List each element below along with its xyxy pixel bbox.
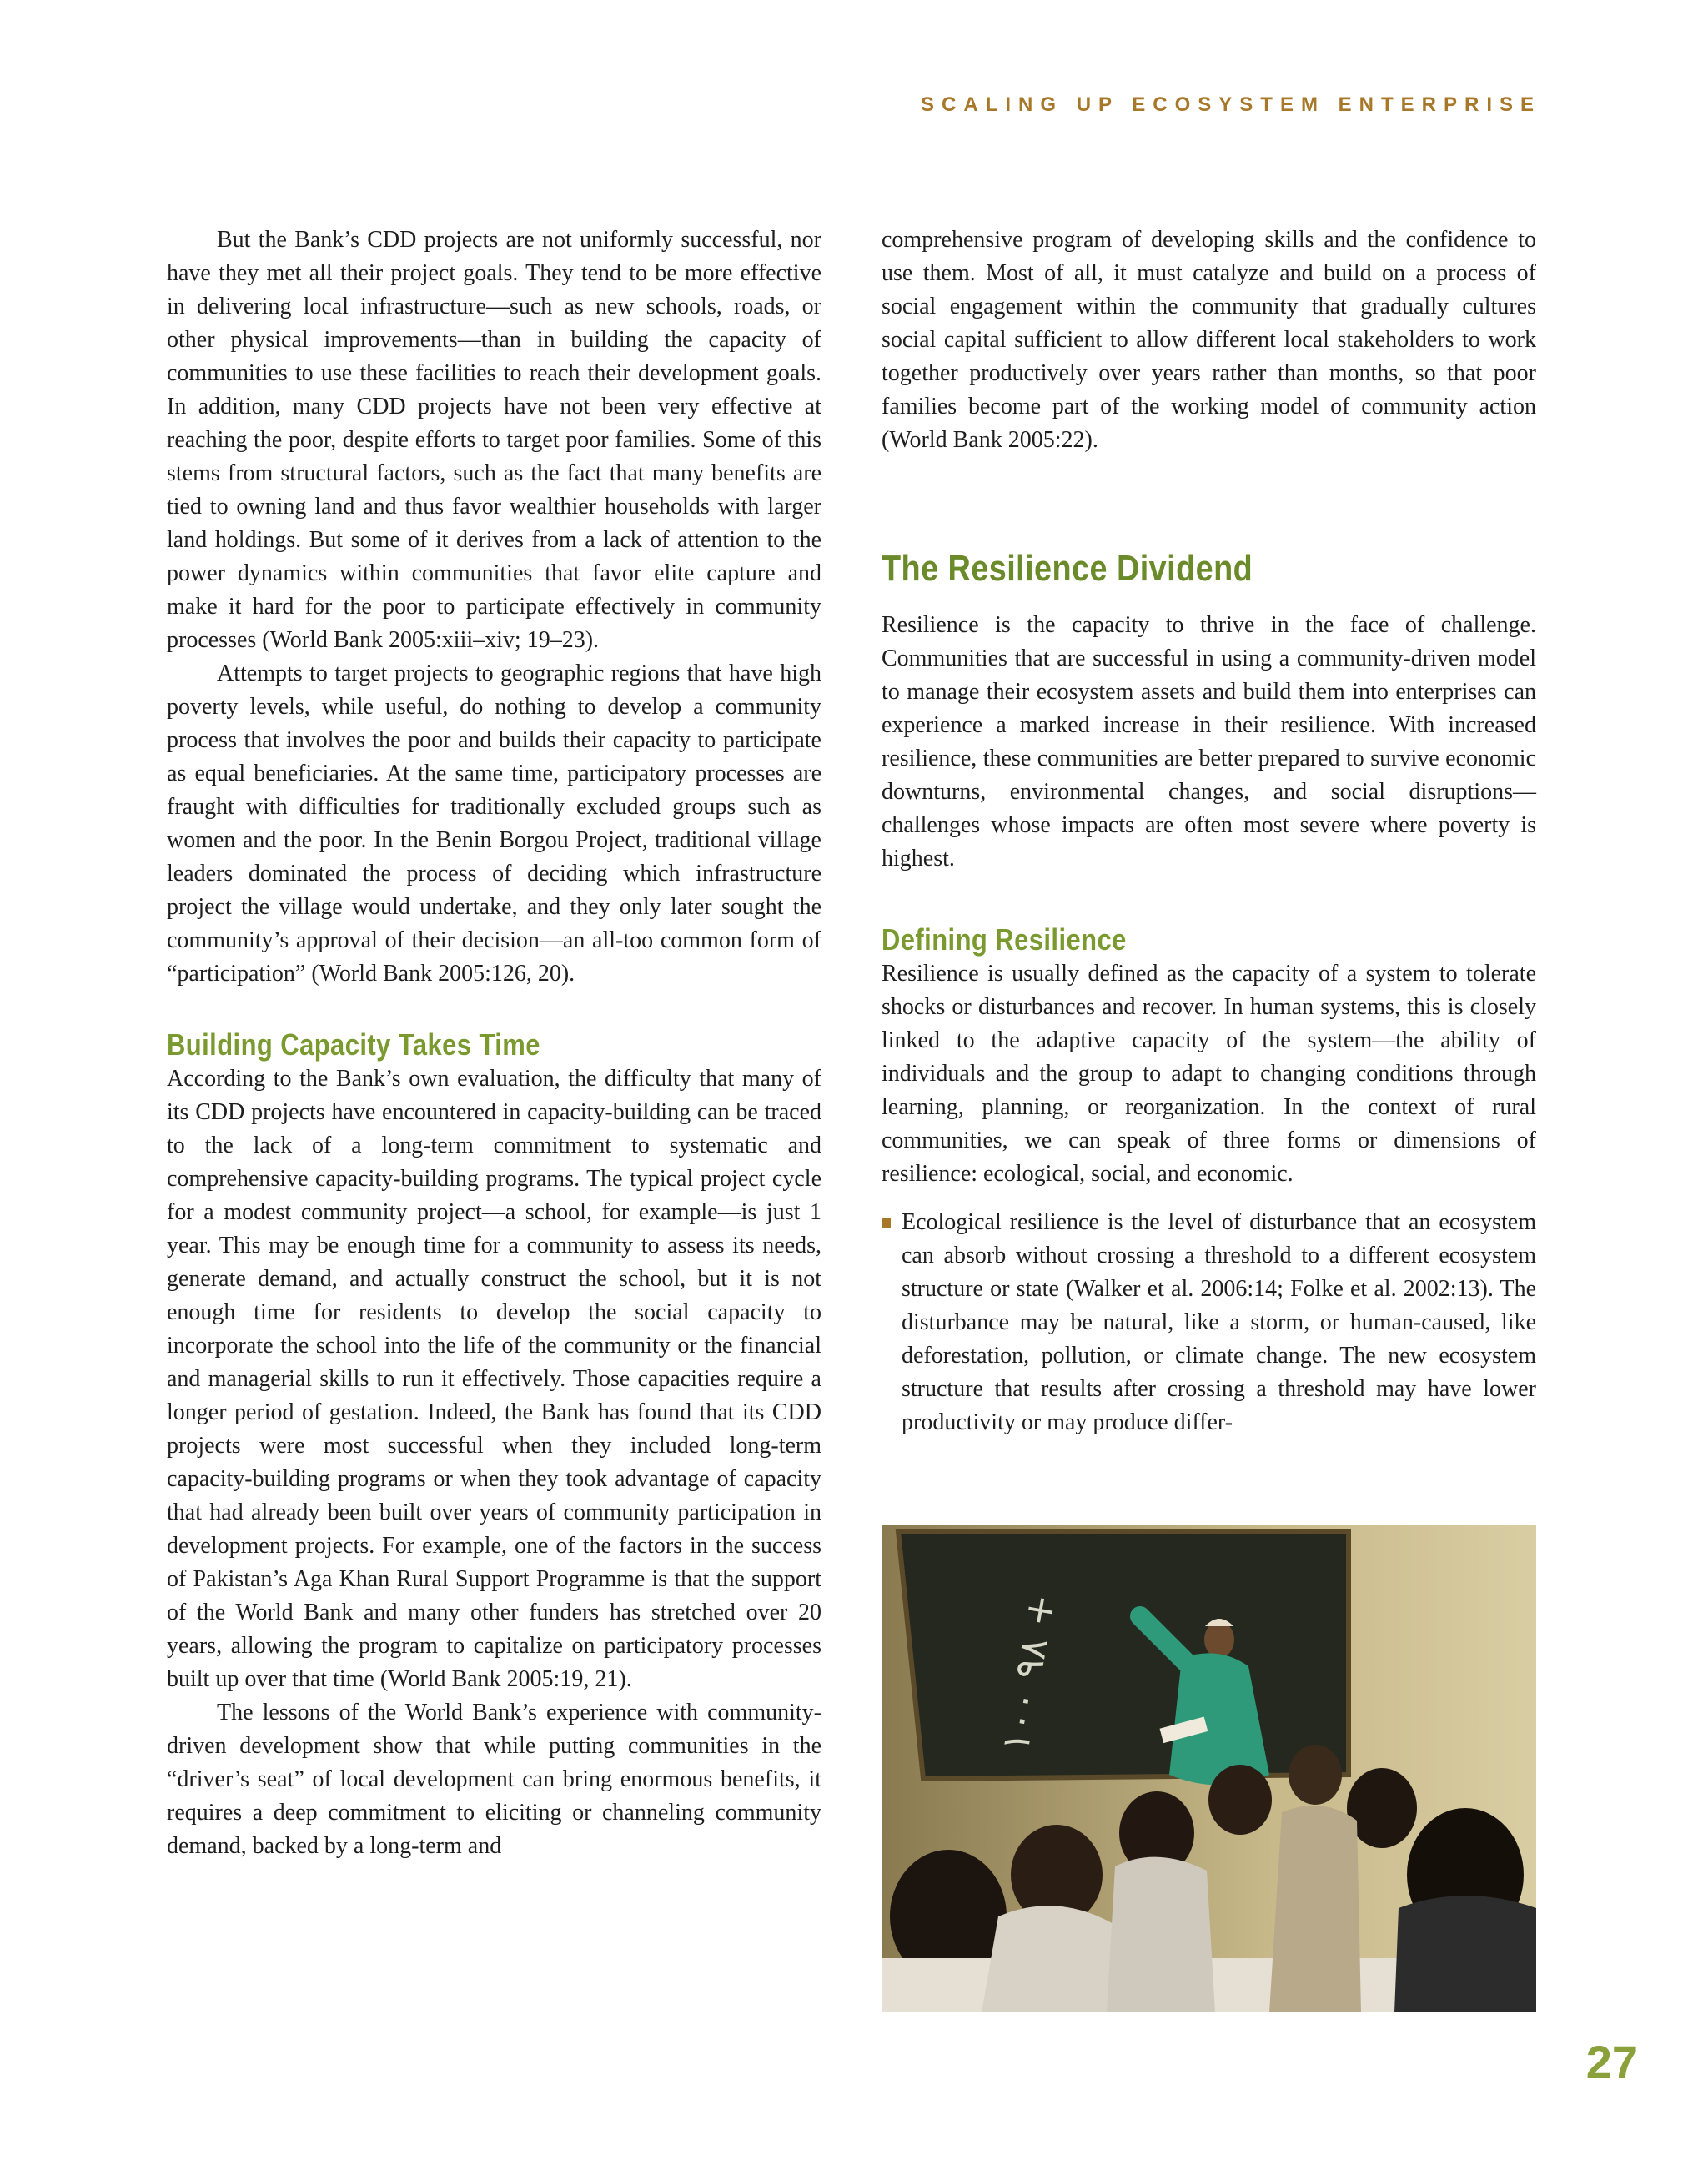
right-column: [882, 224, 1536, 1439]
bullet-text: Ecological resilience is the level of disturbance that an ecosystem can absorb without crossing a threshold to a different ecosystem structure or state (Walker et al. 2006:14; Folke et al. 2002:13). The disturbance may be natural, like a storm, or human-caused, like deforestation, pollution, or climate change. The new ecosystem structure that results after crossing a threshold may have lower productivity or may produce differ-: [902, 1209, 1536, 1435]
right-paragraph-3: Resilience is usually defined as the capacity of a system to tolerate shocks or disturbances and recover. In human systems, this is closely linked to the adaptive capacity of the system—the ability of individuals and the group to adapt to changing conditions through learning, planning, or reorganization. In the context of rural communities, we can speak of three forms or dimensions of resilience: ecological, social, and economic.: [882, 961, 1536, 1187]
right-paragraph-2: Resilience is the capacity to thrive in the face of challenge. Communities that are successful in using a community-driven model to manage their ecosystem assets and build them into enterprises can experience a marked increase in their resilience. With increased resilience, these communities are better prepared to survive economic downturns, environmental changes, and social disruptions—challenges whose impacts are often most severe where poverty is highest.: [882, 612, 1536, 872]
right-paragraph-1: comprehensive program of developing skills and the confidence to use them. Most of all, it must catalyze and build on a process of social engagement within the community that gradually cultures social capital sufficient to allow different local stakeholders to work together productively over years rather than months, so that poor families become part of the working model of community action (World Bank 2005:22).: [882, 227, 1536, 453]
bullet-ecological-resilience: [882, 1206, 1536, 1439]
bullet-square-icon: [882, 1218, 891, 1228]
classroom-photo: [882, 1525, 1536, 2012]
heading-defining-resilience: Defining Resilience: [882, 922, 1127, 957]
running-header: SCALING UP ECOSYSTEM ENTERPRISE: [921, 93, 1541, 116]
left-paragraph-3: According to the Bank’s own evaluation, the difficulty that many of its CDD projects have encountered in capacity-building can be traced to the lack of a long-term commitment to systematic and comprehensive capacity-building programs. The typical project cycle for a modest community project—a school, for example—is just 1 year. This may be enough time for a community to assess its needs, generate demand, and actually construct the school, but it is not enough time for residents to develop the social capacity to incorporate the school into the life of the community or the financial and managerial skills to run it effectively. Those capacities require a longer period of gestation. Indeed, the Bank has found that its CDD projects were most successful when they included long-term capacity-building programs or when they took advantage of capacity that had already been built over years of community participation in development projects. For example, one of the factors in the success of Pakistan’s Aga Khan Rural Support Programme is that the support of the World Bank and many other funders has stretched over 20 years, allowing the program to capitalize on participatory processes built up over that time (World Bank 2005:19, 21).: [167, 1066, 821, 1692]
left-paragraph-1: But the Bank’s CDD projects are not uniformly successful, nor have they met all their project goals. They tend to be more effective in delivering local infrastructure—such as new schools, roads, or other physical improvements—than in building the capacity of communities to use these facilities to reach their development goals. In addition, many CDD projects have not been very effective at reaching the poor, despite efforts to target poor families. Some of this stems from structural factors, such as the fact that many benefits are tied to owning land and thus favor wealthier households with larger land holdings. But some of it derives from a lack of attention to the power dynamics within communities that favor elite capture and make it hard for the poor to participate effectively in community processes (World Bank 2005:xiii–xiv; 19–23).: [167, 227, 821, 653]
page-number: 27: [1585, 2036, 1638, 2088]
left-paragraph-2: Attempts to target projects to geographic regions that have high poverty levels, while useful, do nothing to develop a community process that involves the poor and builds their capacity to participate as equal beneficiaries. At the same time, participatory processes are fraught with difficulties for traditionally excluded groups such as women and the poor. In the Benin Borgou Project, traditional village leaders dominated the process of deciding which infrastructure project the village would undertake, and they only later sought the community’s approval of their decision—an all-too common form of “participation” (World Bank 2005:126, 20).: [167, 661, 821, 987]
left-column: [167, 224, 821, 1863]
chalk-writing: ٩٨ ١٠٠ +: [992, 1590, 1065, 1756]
left-paragraph-4: The lessons of the World Bank’s experience with community-driven development show that while putting communities in the “driver’s seat” of local development can bring enormous benefits, it requires a deep commitment to eliciting or channeling community demand, backed by a long-term and: [167, 1700, 821, 1859]
heading-building-capacity: Building Capacity Takes Time: [167, 1027, 540, 1062]
heading-resilience-dividend: The Resilience Dividend: [882, 548, 1253, 589]
